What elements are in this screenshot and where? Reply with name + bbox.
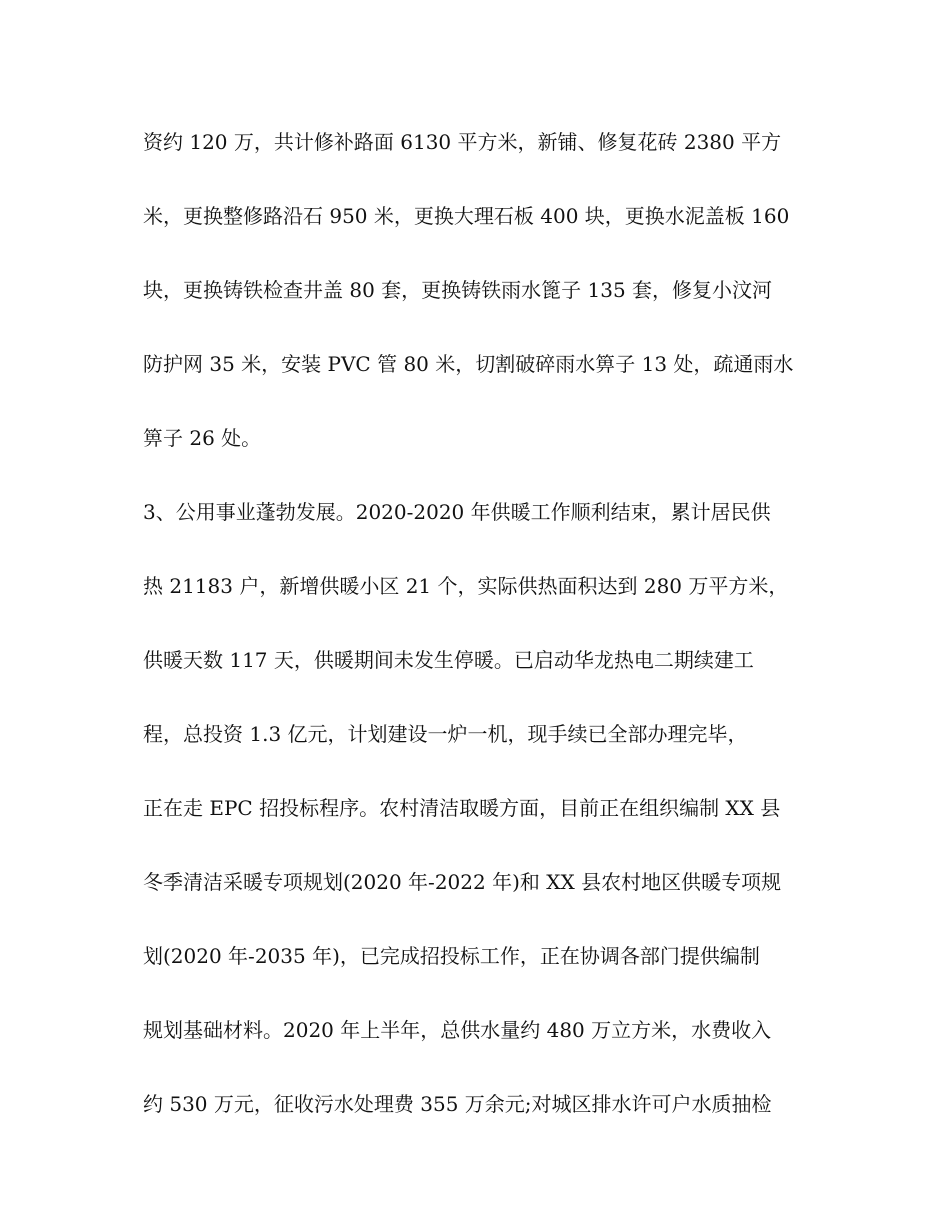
text-line: 规划基础材料。2020 年上半年，总供水量约 480 万立方米，水费收入 [143, 1018, 772, 1042]
text-line: 划(2020 年-2035 年)，已完成招投标工作，正在协调各部门提供编制 [143, 944, 760, 968]
text-line: 供暖天数 117 天，供暖期间未发生停暖。已启动华龙热电二期续建工 [143, 648, 754, 672]
text-line: 约 530 万元，征收污水处理费 355 万余元;对城区排水许可户水质抽检 [143, 1092, 772, 1116]
text-line: 正在走 EPC 招投标程序。农村清洁取暖方面，目前正在组织编制 XX 县 [143, 796, 781, 820]
text-line: 块，更换铸铁检查井盖 80 套，更换铸铁雨水篦子 135 套，修复小汶河 [143, 278, 773, 302]
text-line: 热 21183 户，新增供暖小区 21 个，实际供热面积达到 280 万平方米， [143, 574, 789, 598]
text-line: 冬季清洁采暖专项规划(2020 年-2022 年)和 XX 县农村地区供暖专项规 [143, 870, 782, 894]
text-line: 米，更换整修路沿石 950 米，更换大理石板 400 块，更换水泥盖板 160 [143, 204, 790, 228]
text-line: 防护网 35 米，安装 PVC 管 80 米，切割破碎雨水箅子 13 处，疏通雨水 [143, 352, 794, 376]
text-line: 箅子 26 处。 [143, 426, 262, 450]
text-line: 资约 120 万，共计修补路面 6130 平方米，新铺、修复花砖 2380 平方 [143, 130, 782, 154]
section-heading-line: 3、公用事业蓬勃发展。2020-2020 年供暖工作顺利结束，累计居民供 [143, 500, 771, 524]
text-line: 程，总投资 1.3 亿元，计划建设一炉一机，现手续已全部办理完毕， [143, 722, 748, 746]
